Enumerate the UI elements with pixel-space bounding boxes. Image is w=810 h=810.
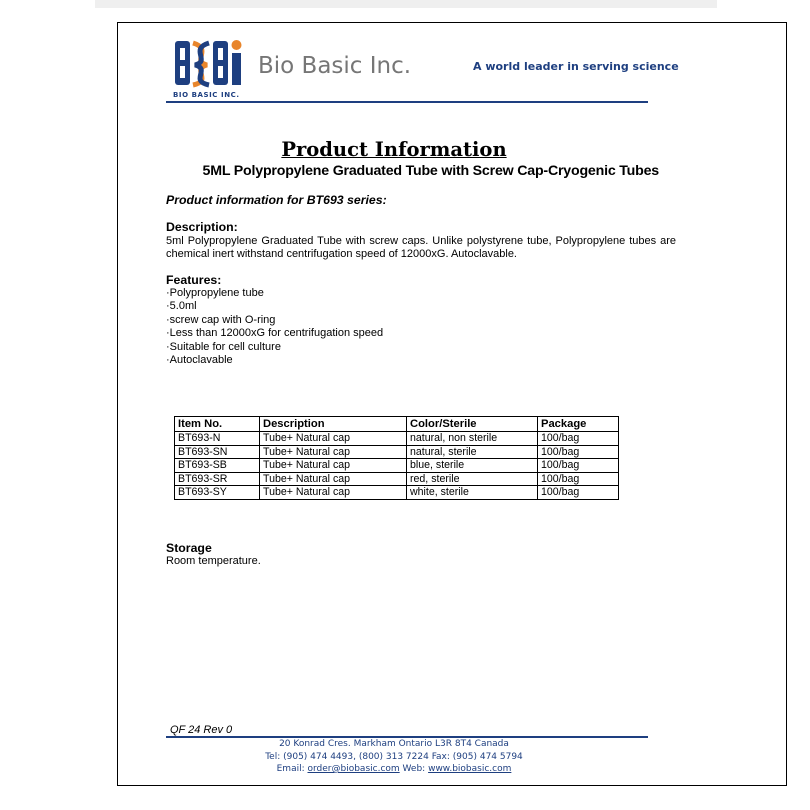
table-cell: 100/bag <box>538 459 619 473</box>
table-cell: Tube+ Natural cap <box>260 432 407 446</box>
form-code: QF 24 Rev 0 <box>170 724 233 736</box>
table-cell: BT693-SN <box>175 445 260 459</box>
svg-text:BIO BASIC INC.: BIO BASIC INC. <box>173 91 239 99</box>
feature-item: ·Suitable for cell culture <box>166 340 281 353</box>
column-header: Package <box>538 417 619 432</box>
table-cell: blue, sterile <box>407 459 538 473</box>
feature-item: ·Autoclavable <box>166 354 233 367</box>
table-cell: 100/bag <box>538 486 619 500</box>
table-cell: BT693-N <box>175 432 260 446</box>
document-page <box>117 22 787 786</box>
table-cell: 100/bag <box>538 432 619 446</box>
table-row <box>175 472 619 486</box>
bio-basic-logo <box>173 39 245 99</box>
table-cell: Tube+ Natural cap <box>260 459 407 473</box>
storage-heading: Storage <box>166 541 212 555</box>
header-divider <box>166 101 648 103</box>
footer-phones: Tel: (905) 474 4493, (800) 313 7224 Fax: (905) 474 5794 <box>265 751 523 762</box>
table-cell: red, sterile <box>407 472 538 486</box>
series-line: Product information for BT693 series: <box>166 193 387 207</box>
table-cell: natural, sterile <box>407 445 538 459</box>
product-subtitle: 5ML Polypropylene Graduated Tube with Screw Cap-Cryogenic Tubes <box>202 163 659 179</box>
table-cell: white, sterile <box>407 486 538 500</box>
table-row <box>175 432 619 446</box>
column-header: Item No. <box>175 417 260 432</box>
table-row <box>175 445 619 459</box>
footer-contact <box>118 738 670 776</box>
table-row <box>175 459 619 473</box>
description-heading: Description: <box>166 220 238 234</box>
table-header-row <box>175 417 619 432</box>
table-cell: BT693-SB <box>175 459 260 473</box>
table-cell: Tube+ Natural cap <box>260 445 407 459</box>
column-header: Color/Sterile <box>407 417 538 432</box>
footer-address: 20 Konrad Cres. Markham Ontario L3R 8T4 Canada <box>279 739 509 749</box>
features-list <box>166 287 383 367</box>
table-cell: natural, non sterile <box>407 432 538 446</box>
page-edge <box>95 0 717 8</box>
email-label: Email: <box>276 764 305 774</box>
column-header: Description <box>260 417 407 432</box>
page-title: Product Information <box>281 138 507 161</box>
tagline: A world leader in serving science <box>473 60 679 73</box>
table-cell: 100/bag <box>538 472 619 486</box>
storage-text: Room temperature. <box>166 555 261 567</box>
feature-item: ·screw cap with O-ring <box>166 313 276 326</box>
features-heading: Features: <box>166 273 222 287</box>
product-table <box>174 416 619 500</box>
table-cell: Tube+ Natural cap <box>260 486 407 500</box>
table-cell: 100/bag <box>538 445 619 459</box>
table-cell: BT693-SY <box>175 486 260 500</box>
table-cell: Tube+ Natural cap <box>260 472 407 486</box>
feature-item: ·5.0ml <box>166 300 197 313</box>
feature-item: ·Polypropylene tube <box>166 287 264 299</box>
footer-links <box>118 763 670 776</box>
feature-item: ·Less than 12000xG for centrifugation speed <box>166 327 384 340</box>
table-cell: BT693-SR <box>175 472 260 486</box>
description-text: 5ml Polypropylene Graduated Tube with screw caps. Unlike polystyrene tube, Polypropylene tubes are chemical inert withstand centrifugation speed of 12000xG. Autoclavable. <box>166 235 676 261</box>
website-link[interactable]: www.biobasic.com <box>428 764 512 774</box>
web-label: Web: <box>402 764 426 774</box>
table-row <box>175 486 619 500</box>
email-link[interactable]: order@biobasic.com <box>307 764 400 774</box>
company-name: Bio Basic Inc. <box>258 53 412 79</box>
